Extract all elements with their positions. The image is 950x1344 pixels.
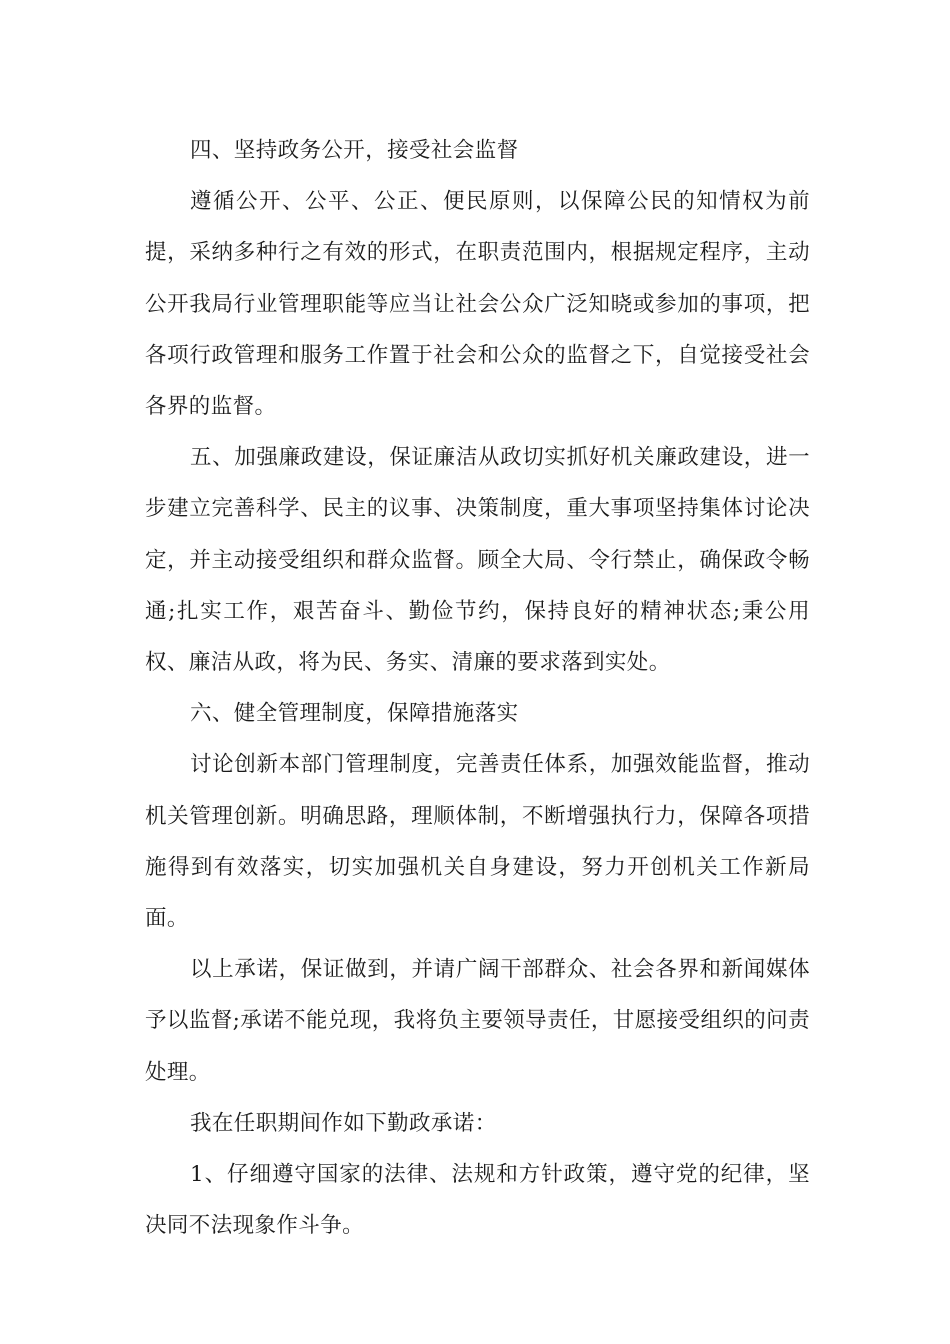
paragraph-management: 讨论创新本部门管理制度，完善责任体系，加强效能监督，推动机关管理创新。明确思路，理顺体制，不断增强执行力，保障各项措施得到有效落实，切实加强机关自身建设，努力开创机关工作新局面。 [145,752,810,932]
list-item-1: 1、仔细遵守国家的法律、法规和方针政策，遵守党的纪律，坚决同不法现象作斗争。 [145,1162,810,1239]
section-heading-4: 四、坚持政务公开，接受社会监督 [190,138,519,163]
document-body [145,125,810,1251]
paragraph-transparency: 遵循公开、公平、公正、便民原则，以保障公民的知情权为前提，采纳多种行之有效的形式，在职责范围内，根据规定程序，主动公开我局行业管理职能等应当让社会公众广泛知晓或参加的事项，把各项行政管理和服务工作置于社会和公众的监督之下，自觉接受社会各界的监督。 [145,189,810,420]
paragraph-diligence-intro: 我在任职期间作如下勤政承诺： [190,1110,497,1136]
section-heading-6: 六、健全管理制度，保障措施落实 [190,701,519,727]
paragraph-integrity: 五、加强廉政建设，保证廉洁从政切实抓好机关廉政建设，进一步建立完善科学、民主的议事、决策制度，重大事项坚持集体讨论决定，并主动接受组织和群众监督。顾全大局、令行禁止，确保政令畅通;扎实工作，艰苦奋斗、勤俭节约，保持良好的精神状态;秉公用权、廉洁从政，将为民、务实、清廉的要求落到实处。 [145,445,810,676]
paragraph-commitment: 以上承诺，保证做到，并请广阔干部群众、社会各界和新闻媒体予以监督;承诺不能兑现，我将负主要领导责任，甘愿接受组织的问责处理。 [145,957,810,1085]
